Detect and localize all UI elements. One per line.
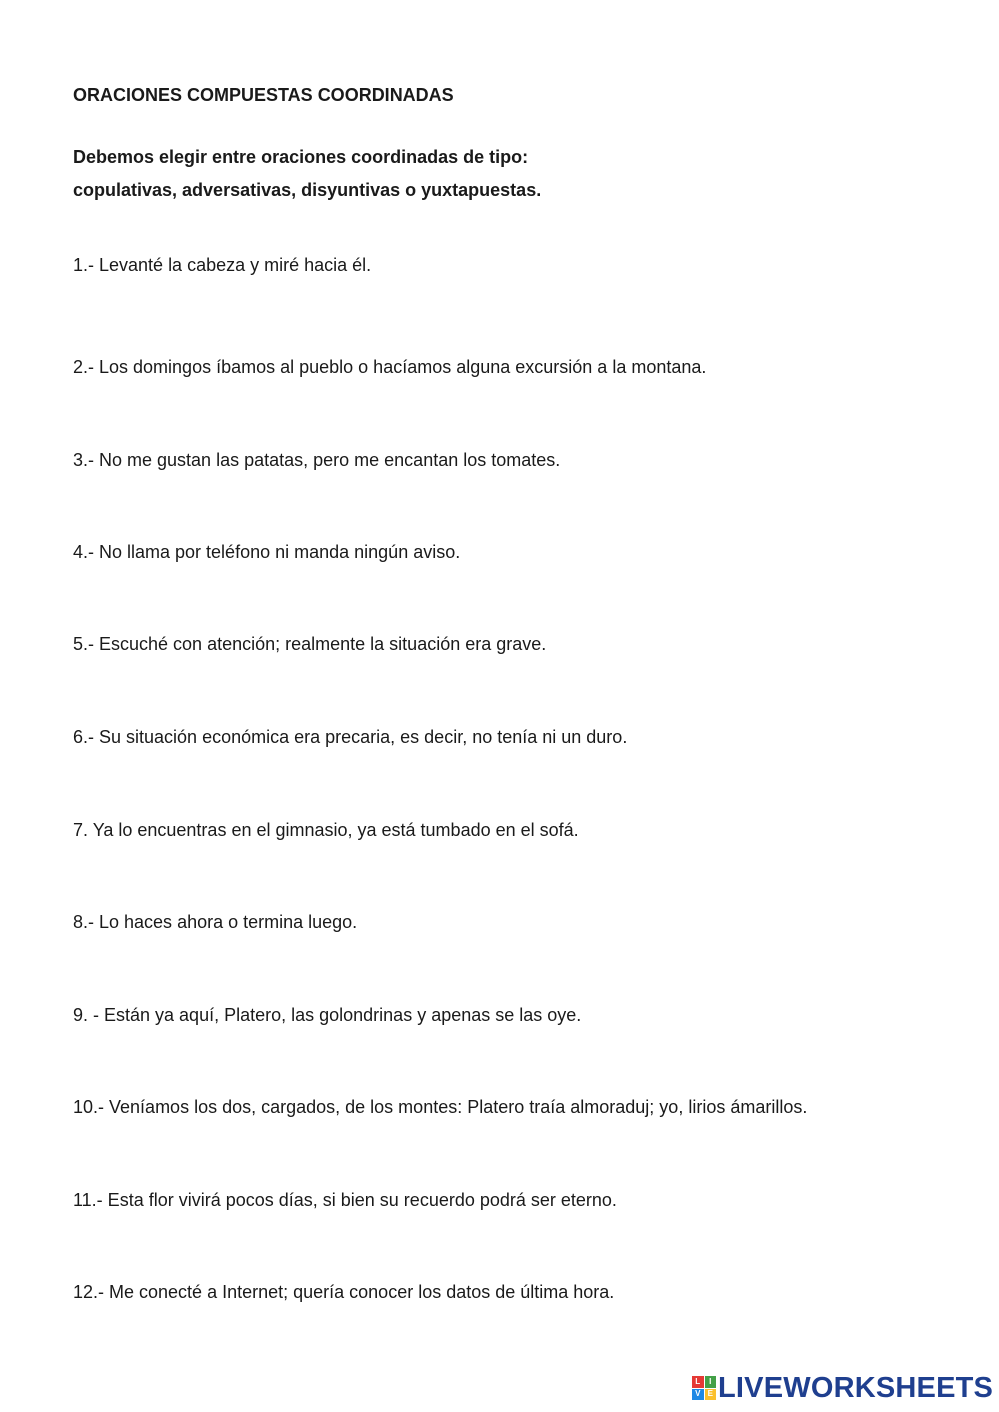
- instructions-line-1: Debemos elegir entre oraciones coordinadas de tipo:: [73, 147, 529, 167]
- instructions-line-2: copulativas, adversativas, disyuntivas o yuxtapuestas.: [73, 180, 542, 200]
- instructions: [73, 141, 541, 207]
- sentence-4: 4.- No llama por teléfono ni manda ningún aviso.: [73, 542, 461, 562]
- logo-text: LIVEWORKSHEETS: [718, 1371, 994, 1404]
- sentence-10: 10.- Veníamos los dos, cargados, de los montes: Platero traía almoraduj; yo, lirios ámarillos.: [73, 1097, 808, 1117]
- sentence-3: 3.- No me gustan las patatas, pero me encantan los tomates.: [73, 450, 561, 470]
- sentence-6: 6.- Su situación económica era precaria, es decir, no tenía ni un duro.: [73, 727, 628, 747]
- logo-mark-i: I: [705, 1376, 717, 1388]
- sentence-8: 8.- Lo haces ahora o termina luego.: [73, 912, 358, 932]
- sentence-5: 5.- Escuché con atención; realmente la situación era grave.: [73, 634, 547, 654]
- worksheet-title: ORACIONES COMPUESTAS COORDINADAS: [73, 85, 454, 105]
- liveworksheets-logo[interactable]: [692, 1372, 993, 1404]
- sentence-1: 1.- Levanté la cabeza y miré hacia él.: [73, 255, 372, 275]
- logo-mark-v: V: [692, 1389, 704, 1401]
- sentence-7: 7. Ya lo encuentras en el gimnasio, ya está tumbado en el sofá.: [73, 820, 579, 840]
- liveworksheets-logo-icon: [692, 1376, 716, 1400]
- sentence-9: 9. - Están ya aquí, Platero, las golondrinas y apenas se las oye.: [73, 1005, 582, 1025]
- sentence-11: 11.- Esta flor vivirá pocos días, si bien su recuerdo podrá ser eterno.: [73, 1190, 617, 1210]
- logo-mark-e: E: [705, 1389, 717, 1401]
- sentence-2: 2.- Los domingos íbamos al pueblo o hacíamos alguna excursión a la montana.: [73, 357, 707, 377]
- logo-mark-l: L: [692, 1376, 704, 1388]
- sentence-12: 12.- Me conecté a Internet; quería conocer los datos de última hora.: [73, 1282, 615, 1302]
